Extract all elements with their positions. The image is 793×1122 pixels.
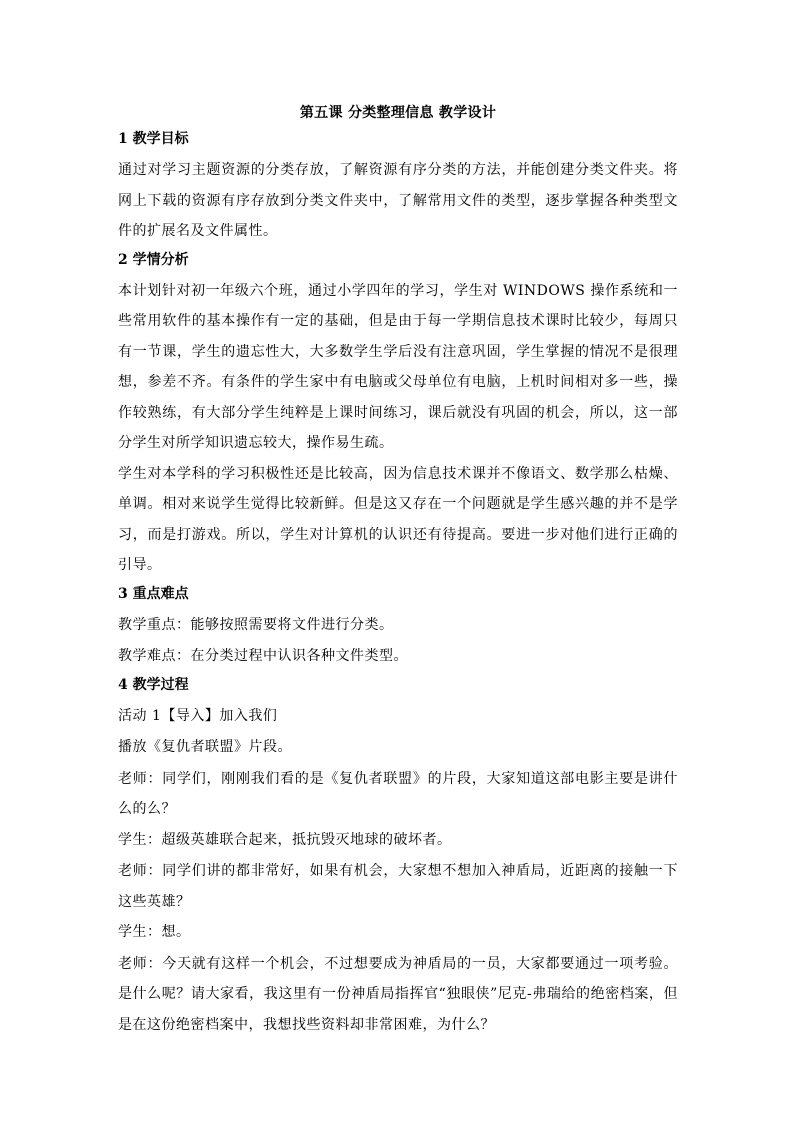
paragraph-teacher-3: 老师：今天就有这样一个机会，不过想要成为神盾局的一员，大家都要通过一项考验。是什么呢？请大家看，我这里有一份神盾局指挥官“独眼侠”尼克-弗瑞给的绝密档案，但是在这份绝密档案中，我想找些资料却非常困难，为什么？	[118, 955, 678, 1033]
paragraph-student-2: 学生：想。	[118, 924, 191, 940]
paragraph-teacher-1: 老师：同学们，刚刚我们看的是《复仇者联盟》的片段，大家知道这部电影主要是讲什么的么？	[118, 770, 678, 817]
paragraph-key-point: 教学重点：能够按照需要将文件进行分类。	[118, 616, 394, 633]
paragraph-student-1: 学生：超级英雄联合起来，抵抗毁灭地球的破坏者。	[118, 831, 452, 848]
paragraph-teacher-2: 老师：同学们讲的都非常好，如果有机会，大家想不想加入神盾局，近距离的接触一下这些英雄？	[118, 863, 678, 910]
paragraph-play-clip: 播放《复仇者联盟》片段。	[118, 739, 292, 755]
document-title: 第五课 分类整理信息 教学设计	[299, 105, 497, 121]
paragraph-analysis-2: 学生对本学科的学习积极性还是比较高，因为信息技术课并不像语文、数学那么枯燥、单调。相对来说学生觉得比较新鲜。但是这又存在一个问题就是学生感兴趣的并不是学习，而是打游戏。所以，学生对计算机的认识还有待提高。要进一步对他们进行正确的引导。	[118, 465, 678, 573]
section-heading-analysis: 2 学情分析	[118, 251, 189, 268]
section-heading-process: 4 教学过程	[118, 676, 189, 693]
document-page	[118, 96, 678, 1040]
section-heading-goals: 1 教学目标	[118, 131, 189, 147]
paragraph-difficult-point: 教学难点：在分类过程中认识各种文件类型。	[118, 648, 408, 664]
section-heading-key-points: 3 重点难点	[118, 585, 189, 602]
paragraph-activity-1: 活动 1【导入】加入我们	[118, 707, 278, 724]
paragraph-goals: 通过对学习主题资源的分类存放，了解资源有序分类的方法，并能创建分类文件夹。将网上下载的资源有序存放到分类文件夹中，了解常用文件的类型，逐步掌握各种类型文件的扩展名及文件属性。	[118, 162, 678, 239]
paragraph-analysis-1: 本计划针对初一年级六个班，通过小学四年的学习，学生对 WINDOWS 操作系统和一些常用软件的基本操作有一定的基础，但是由于每一学期信息技术课时比较少，每周只有一节课，学生的遗忘性大，大多数学生学后没有注意巩固，学生掌握的情况不是很理想，参差不齐。有条件的学生家中有电脑或父母单位有电脑，上机时间相对多一些，操作较熟练，有大部分学生纯粹是上课时间练习，课后就没有巩固的机会，所以，这一部分学生对所学知识遗忘较大，操作易生疏。	[118, 282, 678, 451]
